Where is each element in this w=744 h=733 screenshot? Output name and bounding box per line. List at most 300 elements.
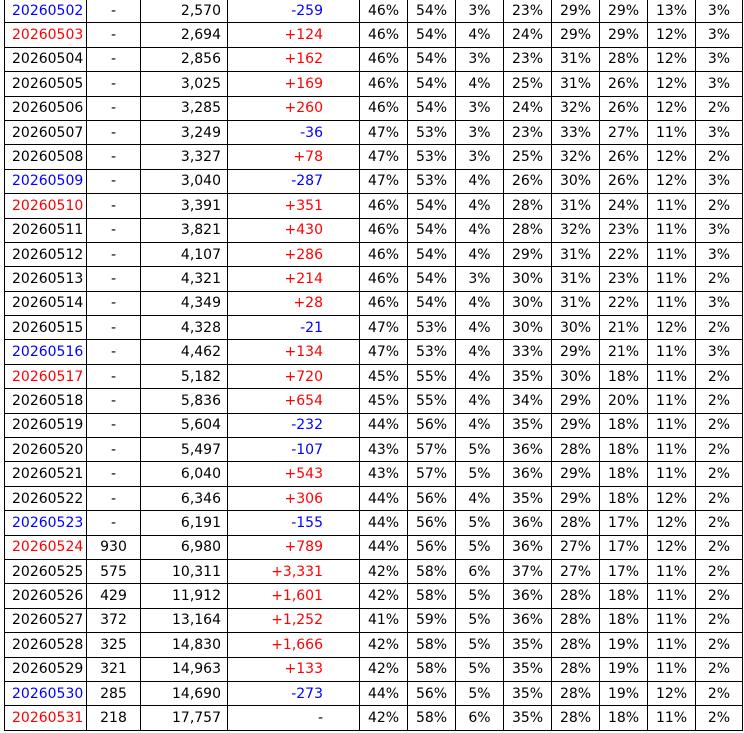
change-cell: -107 [228,438,360,462]
percent-cell: 20% [600,389,648,413]
total-cell: 6,191 [141,511,228,535]
count-cell: 325 [87,633,141,657]
percent-cell: 58% [408,633,456,657]
percent-cell: 19% [600,633,648,657]
percent-cell: 45% [360,364,408,388]
percent-cell: 42% [360,657,408,681]
count-cell: - [87,438,141,462]
percent-cell: 12% [648,316,696,340]
percent-cell: 36% [504,608,552,632]
table-row [5,438,743,462]
table-row [5,316,743,340]
percent-cell: 29% [552,462,600,486]
percent-cell: 2% [696,413,743,437]
percent-cell: 2% [696,535,743,559]
percent-cell: 4% [456,291,504,315]
percent-cell: 11% [648,706,696,730]
table-row [5,535,743,559]
date-cell: 20260509 [5,169,87,193]
total-cell: 13,164 [141,608,228,632]
percent-cell: 35% [504,413,552,437]
percent-cell: 28% [600,47,648,71]
percent-cell: 11% [648,340,696,364]
change-cell: +28 [228,291,360,315]
percent-cell: 5% [456,438,504,462]
percent-cell: 3% [456,47,504,71]
date-cell: 20260521 [5,462,87,486]
percent-cell: 32% [552,145,600,169]
percent-cell: 54% [408,267,456,291]
total-cell: 14,690 [141,681,228,705]
percent-cell: 29% [552,340,600,364]
percent-cell: 30% [504,316,552,340]
table-row [5,23,743,47]
percent-cell: 58% [408,657,456,681]
percent-cell: 29% [552,486,600,510]
percent-cell: 46% [360,218,408,242]
percent-cell: 24% [504,23,552,47]
change-cell: +1,252 [228,608,360,632]
change-cell: -259 [228,0,360,23]
percent-cell: 2% [696,267,743,291]
percent-cell: 3% [696,120,743,144]
change-cell: +260 [228,96,360,120]
percent-cell: 35% [504,681,552,705]
date-cell: 20260511 [5,218,87,242]
table-row [5,486,743,510]
percent-cell: 11% [648,584,696,608]
percent-cell: 12% [648,535,696,559]
percent-cell: 56% [408,413,456,437]
percent-cell: 59% [408,608,456,632]
percent-cell: 46% [360,242,408,266]
count-cell: 372 [87,608,141,632]
count-cell: - [87,413,141,437]
percent-cell: 45% [360,389,408,413]
percent-cell: 28% [552,633,600,657]
percent-cell: 11% [648,291,696,315]
percent-cell: 12% [648,511,696,535]
percent-cell: 44% [360,511,408,535]
count-cell: 218 [87,706,141,730]
percent-cell: 55% [408,389,456,413]
percent-cell: 5% [456,462,504,486]
total-cell: 10,311 [141,559,228,583]
count-cell: 575 [87,559,141,583]
percent-cell: 36% [504,438,552,462]
percent-cell: 6% [456,559,504,583]
percent-cell: 11% [648,633,696,657]
percent-cell: 3% [696,291,743,315]
date-cell: 20260504 [5,47,87,71]
date-cell: 20260518 [5,389,87,413]
date-cell: 20260525 [5,559,87,583]
percent-cell: 27% [600,120,648,144]
percent-cell: 2% [696,511,743,535]
total-cell: 4,462 [141,340,228,364]
percent-cell: 47% [360,340,408,364]
percent-cell: 6% [456,706,504,730]
percent-cell: 2% [696,681,743,705]
table-row [5,267,743,291]
percent-cell: 2% [696,194,743,218]
percent-cell: 3% [696,218,743,242]
percent-cell: 56% [408,486,456,510]
percent-cell: 54% [408,47,456,71]
percent-cell: 31% [552,47,600,71]
percent-cell: 36% [504,584,552,608]
percent-cell: 12% [648,72,696,96]
percent-cell: 56% [408,511,456,535]
total-cell: 5,497 [141,438,228,462]
count-cell: - [87,340,141,364]
date-cell: 20260519 [5,413,87,437]
percent-cell: 2% [696,657,743,681]
table-row [5,340,743,364]
percent-cell: 42% [360,584,408,608]
percent-cell: 12% [648,47,696,71]
date-cell: 20260513 [5,267,87,291]
percent-cell: 11% [648,413,696,437]
percent-cell: 54% [408,218,456,242]
change-cell: -21 [228,316,360,340]
percent-cell: 37% [504,559,552,583]
percent-cell: 47% [360,120,408,144]
change-cell: -155 [228,511,360,535]
percent-cell: 11% [648,364,696,388]
percent-cell: 5% [456,511,504,535]
percent-cell: 18% [600,413,648,437]
percent-cell: 4% [456,194,504,218]
change-cell: +543 [228,462,360,486]
change-cell: +306 [228,486,360,510]
percent-cell: 2% [696,462,743,486]
percent-cell: 18% [600,608,648,632]
date-cell: 20260503 [5,23,87,47]
percent-cell: 29% [504,242,552,266]
percent-cell: 2% [696,486,743,510]
percent-cell: 2% [696,316,743,340]
change-cell: +3,331 [228,559,360,583]
percent-cell: 11% [648,389,696,413]
percent-cell: 5% [456,584,504,608]
percent-cell: 24% [600,194,648,218]
date-cell: 20260514 [5,291,87,315]
percent-cell: 2% [696,96,743,120]
percent-cell: 58% [408,559,456,583]
percent-cell: 28% [552,584,600,608]
percent-cell: 18% [600,462,648,486]
percent-cell: 44% [360,681,408,705]
percent-cell: 46% [360,194,408,218]
table-row [5,413,743,437]
count-cell: 321 [87,657,141,681]
percent-cell: 30% [504,291,552,315]
percent-cell: 26% [600,96,648,120]
percent-cell: 4% [456,389,504,413]
percent-cell: 11% [648,267,696,291]
change-cell: +351 [228,194,360,218]
table-row [5,96,743,120]
percent-cell: 2% [696,706,743,730]
percent-cell: 43% [360,438,408,462]
percent-cell: 3% [696,72,743,96]
table-row [5,559,743,583]
percent-cell: 3% [456,267,504,291]
percent-cell: 23% [504,47,552,71]
total-cell: 17,757 [141,706,228,730]
total-cell: 3,327 [141,145,228,169]
table-row [5,194,743,218]
table-row [5,145,743,169]
table-row [5,291,743,315]
percent-cell: 5% [456,681,504,705]
date-cell: 20260531 [5,706,87,730]
percent-cell: 11% [648,559,696,583]
percent-cell: 3% [696,47,743,71]
date-cell: 20260523 [5,511,87,535]
total-cell: 6,040 [141,462,228,486]
percent-cell: 44% [360,486,408,510]
percent-cell: 56% [408,681,456,705]
total-cell: 2,856 [141,47,228,71]
percent-cell: 18% [600,486,648,510]
percent-cell: 26% [600,145,648,169]
change-cell: +162 [228,47,360,71]
total-cell: 5,182 [141,364,228,388]
total-cell: 2,694 [141,23,228,47]
count-cell: - [87,169,141,193]
date-cell: 20260510 [5,194,87,218]
percent-cell: 4% [456,486,504,510]
count-cell: 429 [87,584,141,608]
percent-cell: 35% [504,486,552,510]
table-row [5,462,743,486]
percent-cell: 29% [552,389,600,413]
percent-cell: 3% [456,96,504,120]
table-row [5,706,743,730]
percent-cell: 57% [408,462,456,486]
total-cell: 4,349 [141,291,228,315]
total-cell: 6,346 [141,486,228,510]
count-cell: - [87,242,141,266]
percent-cell: 35% [504,633,552,657]
count-cell: - [87,486,141,510]
date-cell: 20260508 [5,145,87,169]
percent-cell: 3% [456,120,504,144]
percent-cell: 56% [408,535,456,559]
percent-cell: 18% [600,364,648,388]
change-cell: +133 [228,657,360,681]
percent-cell: 17% [600,535,648,559]
count-cell: - [87,120,141,144]
percent-cell: 24% [504,96,552,120]
percent-cell: 5% [456,608,504,632]
percent-cell: 19% [600,681,648,705]
percent-cell: 11% [648,120,696,144]
percent-cell: 28% [504,218,552,242]
percent-cell: 11% [648,657,696,681]
change-cell: +134 [228,340,360,364]
count-cell: - [87,23,141,47]
change-cell: -287 [228,169,360,193]
percent-cell: 2% [696,633,743,657]
total-cell: 4,321 [141,267,228,291]
percent-cell: 23% [600,218,648,242]
percent-cell: 11% [648,608,696,632]
percent-cell: 3% [696,169,743,193]
date-cell: 20260507 [5,120,87,144]
percent-cell: 42% [360,559,408,583]
percent-cell: 34% [504,389,552,413]
percent-cell: 12% [648,23,696,47]
count-cell: - [87,145,141,169]
percent-cell: 30% [552,316,600,340]
change-cell: +169 [228,72,360,96]
percent-cell: 31% [552,267,600,291]
count-cell: - [87,267,141,291]
total-cell: 3,040 [141,169,228,193]
percent-cell: 31% [552,72,600,96]
count-cell: - [87,0,141,23]
percent-cell: 23% [504,0,552,23]
date-cell: 20260516 [5,340,87,364]
change-cell: +1,666 [228,633,360,657]
percent-cell: 26% [600,72,648,96]
date-cell: 20260529 [5,657,87,681]
percent-cell: 5% [456,657,504,681]
percent-cell: 28% [552,438,600,462]
total-cell: 4,107 [141,242,228,266]
percent-cell: 18% [600,584,648,608]
percent-cell: 17% [600,559,648,583]
count-cell: 930 [87,535,141,559]
total-cell: 3,391 [141,194,228,218]
percent-cell: 3% [696,340,743,364]
percent-cell: 28% [552,608,600,632]
date-cell: 20260517 [5,364,87,388]
percent-cell: 5% [456,633,504,657]
date-cell: 20260515 [5,316,87,340]
table-row [5,72,743,96]
percent-cell: 46% [360,0,408,23]
change-cell: +430 [228,218,360,242]
percent-cell: 12% [648,96,696,120]
total-cell: 6,980 [141,535,228,559]
percent-cell: 44% [360,535,408,559]
percent-cell: 4% [456,72,504,96]
percent-cell: 23% [600,267,648,291]
percent-cell: 22% [600,242,648,266]
date-cell: 20260506 [5,96,87,120]
count-cell: - [87,47,141,71]
percent-cell: 21% [600,316,648,340]
change-cell: +720 [228,364,360,388]
percent-cell: 25% [504,145,552,169]
percent-cell: 12% [648,681,696,705]
percent-cell: 12% [648,169,696,193]
table-row [5,242,743,266]
percent-cell: 53% [408,340,456,364]
date-cell: 20260505 [5,72,87,96]
percent-cell: 3% [696,0,743,23]
percent-cell: 30% [552,169,600,193]
change-cell: +654 [228,389,360,413]
change-cell: +789 [228,535,360,559]
percent-cell: 11% [648,242,696,266]
percent-cell: 55% [408,364,456,388]
percent-cell: 2% [696,584,743,608]
percent-cell: 4% [456,413,504,437]
percent-cell: 19% [600,657,648,681]
date-cell: 20260528 [5,633,87,657]
total-cell: 3,285 [141,96,228,120]
table-row [5,681,743,705]
count-cell: - [87,194,141,218]
count-cell: - [87,218,141,242]
percent-cell: 35% [504,657,552,681]
percent-cell: 28% [552,706,600,730]
percent-cell: 4% [456,340,504,364]
percent-cell: 21% [600,340,648,364]
count-cell: - [87,96,141,120]
percent-cell: 46% [360,96,408,120]
percent-cell: 11% [648,218,696,242]
percent-cell: 54% [408,23,456,47]
percent-cell: 32% [552,218,600,242]
percent-cell: 53% [408,316,456,340]
data-table-container [4,0,743,731]
percent-cell: 54% [408,291,456,315]
table-row [5,364,743,388]
percent-cell: 2% [696,608,743,632]
date-cell: 20260522 [5,486,87,510]
table-row [5,657,743,681]
total-cell: 4,328 [141,316,228,340]
percent-cell: 27% [552,559,600,583]
count-cell: 285 [87,681,141,705]
count-cell: - [87,72,141,96]
count-cell: - [87,389,141,413]
percent-cell: 54% [408,194,456,218]
percent-cell: 2% [696,364,743,388]
total-cell: 5,604 [141,413,228,437]
table-row [5,633,743,657]
total-cell: 2,570 [141,0,228,23]
percent-cell: 33% [504,340,552,364]
percent-cell: 28% [552,681,600,705]
percent-cell: 22% [600,291,648,315]
total-cell: 14,963 [141,657,228,681]
table-row [5,169,743,193]
percent-cell: 46% [360,23,408,47]
percent-cell: 2% [696,389,743,413]
percent-cell: 12% [648,486,696,510]
percent-cell: 36% [504,511,552,535]
percent-cell: 2% [696,145,743,169]
percent-cell: 58% [408,584,456,608]
count-cell: - [87,364,141,388]
percent-cell: 28% [552,657,600,681]
percent-cell: 47% [360,145,408,169]
percent-cell: 35% [504,364,552,388]
change-cell: +78 [228,145,360,169]
percent-cell: 53% [408,169,456,193]
percent-cell: 54% [408,242,456,266]
percent-cell: 46% [360,291,408,315]
percent-cell: 36% [504,462,552,486]
percent-cell: 42% [360,633,408,657]
